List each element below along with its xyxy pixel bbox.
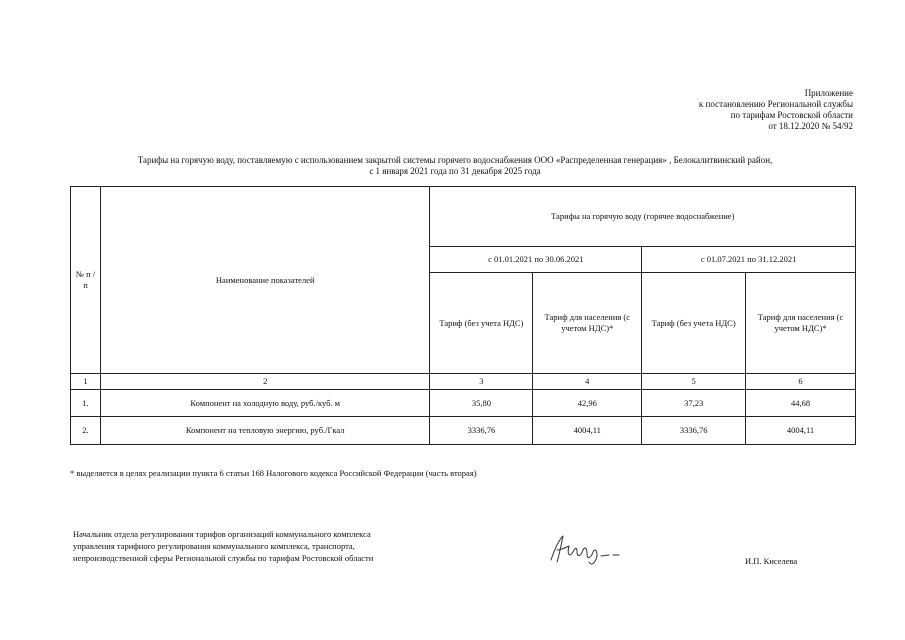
vat-footnote: * выделяется в целях реализации пункта 6 статьи 168 Налогового кодекса Российской Федерации (часть вторая) [70, 468, 477, 478]
appendix-line: от 18.12.2020 № 54/92 [768, 121, 853, 131]
header-tariff-no-vat: Тариф (без учета НДС) [642, 273, 746, 374]
appendix-line: Приложение [804, 88, 853, 98]
table-row [71, 390, 856, 417]
signatory-name: И.П. Киселева [745, 556, 798, 566]
table-row [71, 417, 856, 445]
appendix-line: по тарифам Ростовской области [730, 110, 853, 120]
row-value: 4004,11 [746, 417, 856, 445]
row-value: 4004,11 [533, 417, 642, 445]
index-cell: 1 [71, 374, 101, 390]
document-title [100, 155, 810, 177]
row-name: Компонент на холодную воду, руб./куб. м [100, 390, 430, 417]
row-value: 37,23 [642, 390, 746, 417]
row-num: 2. [71, 417, 101, 445]
row-value: 42,96 [533, 390, 642, 417]
header-name: Наименование показателей [100, 187, 430, 374]
appendix-line: к постановлению Региональной службы [698, 99, 853, 109]
signatory-line: непроизводственной сферы Региональной службы по тарифам Ростовской области [73, 553, 374, 563]
header-group: Тарифы на горячую воду (горячее водоснабжение) [430, 187, 856, 247]
header-tariff-no-vat: Тариф (без учета НДС) [430, 273, 533, 374]
row-value: 3336,76 [430, 417, 533, 445]
row-value: 35,80 [430, 390, 533, 417]
appendix-header [553, 88, 853, 132]
title-line: Тарифы на горячую воду, поставляемую с использованием закрытой системы горячего водоснабжения ООО «Распределенная генерация» , Белокалитвинский район, [137, 155, 773, 165]
tariff-table [70, 186, 856, 445]
row-name: Компонент на тепловую энергию, руб./Гкал [100, 417, 430, 445]
handwritten-signature [545, 530, 645, 570]
header-period-2: с 01.07.2021 по 31.12.2021 [642, 247, 856, 273]
index-cell: 6 [746, 374, 856, 390]
index-cell: 3 [430, 374, 533, 390]
index-cell: 5 [642, 374, 746, 390]
signatory-line: Начальник отдела регулирования тарифов организаций коммунального комплекса [73, 529, 371, 539]
header-num: № п /п [71, 187, 101, 374]
signatory-line: управления тарифного регулирования коммунального комплекса, транспорта, [73, 541, 355, 551]
index-cell: 4 [533, 374, 642, 390]
row-value: 44,68 [746, 390, 856, 417]
title-line: с 1 января 2021 года по 31 декабря 2025 года [369, 166, 541, 176]
header-period-1: с 01.01.2021 по 30.06.2021 [430, 247, 642, 273]
row-num: 1. [71, 390, 101, 417]
row-value: 3336,76 [642, 417, 746, 445]
header-tariff-with-vat: Тариф для населения (с учетом НДС)* [746, 273, 856, 374]
header-tariff-with-vat: Тариф для населения (с учетом НДС)* [533, 273, 642, 374]
index-cell: 2 [100, 374, 430, 390]
signatory-position [73, 528, 373, 564]
index-row [71, 374, 856, 390]
